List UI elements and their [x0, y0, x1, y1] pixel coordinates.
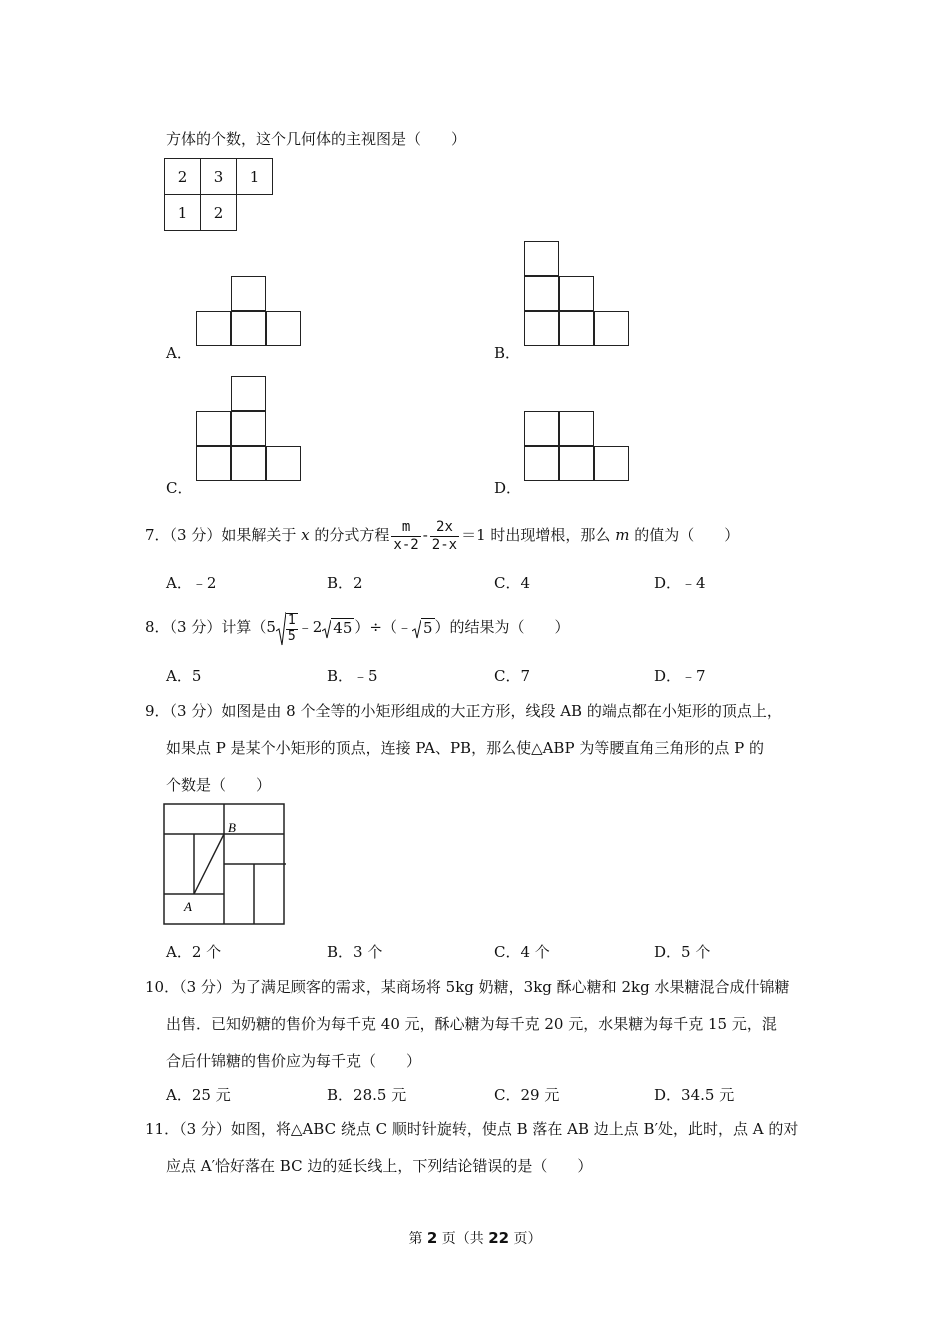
- q8-sqrt-fraction: [276, 608, 298, 648]
- top-view-cell: 2: [165, 159, 201, 195]
- q6-option-b-label: B．: [494, 344, 521, 362]
- q10-number: 10．: [145, 978, 180, 996]
- q6-option-c-label: C．: [166, 479, 193, 497]
- page-footer: [0, 1228, 950, 1248]
- q8-text: ）的结果为（ ）: [434, 618, 570, 636]
- q8-text: ﹣2: [297, 618, 323, 636]
- q11-line-1: [145, 1118, 798, 1139]
- q8-text: ）÷（﹣: [354, 618, 412, 636]
- frac-num: 1: [287, 613, 296, 629]
- q10-option-b: B．28.5 元: [327, 1086, 407, 1104]
- q6-option-d-label: D．: [494, 479, 522, 497]
- q9-figure: [162, 802, 288, 928]
- q11-score: （3 分）: [179, 1120, 231, 1138]
- q9-number: 9．: [145, 702, 170, 720]
- q9-option-c: C．4 个: [494, 943, 550, 961]
- top-view-cell: 1: [165, 195, 201, 231]
- q7-option-c: C．4: [494, 574, 531, 592]
- q11-number: 11．: [145, 1120, 180, 1138]
- top-view-cell: 2: [201, 195, 237, 231]
- q7-var-m: m: [615, 526, 630, 544]
- q8-number: 8．: [145, 618, 170, 636]
- q7-text: 的值为（ ）: [634, 526, 740, 544]
- q8-option-c: C．7: [494, 667, 531, 685]
- frac-num: 2x: [430, 519, 459, 536]
- q7-text: ＝1 时出现增根，那么: [461, 526, 611, 544]
- q8-score: （3 分）: [169, 618, 222, 636]
- radicand: 45: [333, 619, 353, 637]
- q11-line-2: 应点 A′恰好落在 BC 边的延长线上，下列结论错误的是（ ）: [166, 1157, 593, 1175]
- q7-score: （3 分）: [169, 526, 222, 544]
- point-a-label: A: [184, 899, 192, 914]
- q7-number: 7．: [145, 526, 170, 544]
- q8-stem: [145, 607, 570, 648]
- footer-text: 页）: [509, 1231, 542, 1247]
- q6-option-a-label: A．: [166, 344, 192, 362]
- q7-minus: -: [422, 526, 428, 544]
- q9-option-b: B．3 个: [327, 943, 383, 961]
- q10-text: 为了满足顾客的需求，某商场将 5kg 奶糖，3kg 酥心糖和 2kg 水果糖混合成什锦糖: [230, 978, 790, 996]
- footer-text: 第: [408, 1231, 427, 1247]
- q7-fraction-2: [430, 519, 459, 552]
- frac-num: m: [391, 519, 420, 536]
- frac-den: 5: [287, 629, 296, 644]
- q9-line-3: 个数是（ ）: [166, 776, 272, 794]
- point-b-label: B: [228, 820, 236, 835]
- q8-option-a: A．5: [166, 667, 202, 685]
- radicand: 5: [422, 619, 433, 637]
- q10-option-a: A．25 元: [166, 1086, 231, 1104]
- current-page: 2: [426, 1229, 438, 1247]
- frac-den: x-2: [393, 536, 419, 553]
- q8-option-d: D．﹣7: [654, 667, 706, 685]
- q7-text: 的分式方程: [314, 526, 390, 544]
- q10-line-3: 合后什锦糖的售价应为每千克（ ）: [166, 1052, 422, 1070]
- segment-ab: [194, 834, 224, 894]
- q9-line-2: 如果点 P 是某个小矩形的顶点，连接 PA、PB，那么使△ABP 为等腰直角三角形的点 P 的: [166, 739, 764, 757]
- q6-tail-text: 方体的个数，这个几何体的主视图是（ ）: [166, 130, 467, 148]
- top-view-cell: 1: [237, 159, 273, 195]
- frac-den: 2-x: [431, 536, 458, 553]
- q7-option-b: B．2: [327, 574, 363, 592]
- q11-text: 如图，将△ABC 绕点 C 顺时针旋转，使点 B 落在 AB 边上点 B′处，此时，点 A 的对: [230, 1120, 799, 1138]
- q10-line-1: [145, 976, 789, 997]
- q8-option-b: B．﹣5: [327, 667, 378, 685]
- total-pages: 22: [488, 1229, 510, 1247]
- q7-fraction-1: [391, 519, 420, 552]
- q8-sqrt-45: [322, 608, 354, 648]
- q7-option-d: D．﹣4: [654, 574, 706, 592]
- q10-option-c: C．29 元: [494, 1086, 560, 1104]
- q10-option-d: D．34.5 元: [654, 1086, 735, 1104]
- q10-score: （3 分）: [179, 978, 231, 996]
- q9-text: 如图是由 8 个全等的小矩形组成的大正方形，线段 AB 的端点都在小矩形的顶点上，: [221, 702, 782, 720]
- q7-text: 如果解关于: [221, 526, 297, 544]
- q8-sqrt-5: [412, 608, 435, 648]
- q8-text: 计算（5: [221, 618, 276, 636]
- top-view-cell: 3: [201, 159, 237, 195]
- q7-var-x: x: [301, 526, 310, 544]
- q9-line-1: [145, 700, 782, 721]
- q7-stem: [145, 515, 739, 555]
- q6-top-view-grid: [164, 158, 273, 231]
- q9-score: （3 分）: [169, 702, 222, 720]
- q9-option-d: D．5 个: [654, 943, 711, 961]
- footer-text: 页（共: [437, 1231, 489, 1247]
- q10-line-2: 出售．已知奶糖的售价为每千克 40 元，酥心糖为每千克 20 元，水果糖为每千克 15 元，混: [166, 1015, 777, 1033]
- q7-option-a: A．﹣2: [166, 574, 217, 592]
- q9-option-a: A．2 个: [166, 943, 222, 961]
